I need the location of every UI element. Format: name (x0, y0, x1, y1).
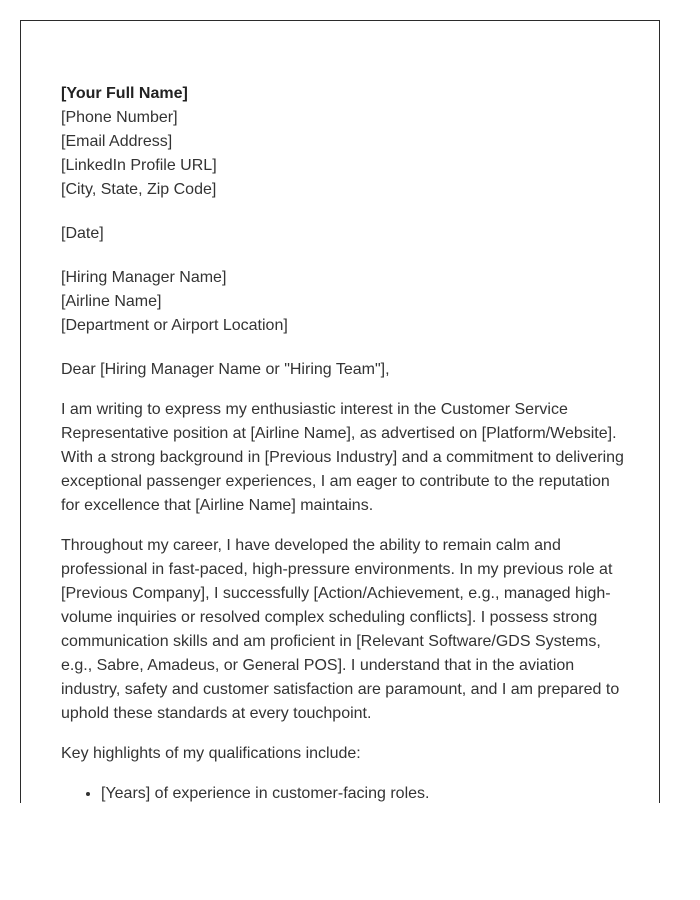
sender-location: [City, State, Zip Code] (61, 181, 217, 198)
recipient-block (61, 266, 626, 338)
sender-contact-block (61, 82, 626, 202)
salutation: Dear [Hiring Manager Name or "Hiring Team"], (61, 361, 390, 378)
recipient-department: [Department or Airport Location] (61, 317, 288, 334)
body-paragraph: I am writing to express my enthusiastic interest in the Customer Service Representative position at [Airline Name], as advertised on [Platform/Website]. With a strong background in [Previous Industry] and a commitment to delivering exceptional passenger experiences, I am eager to contribute to the reputation for excellence that [Airline Name] maintains. (61, 401, 624, 514)
letter-page (20, 20, 660, 803)
recipient-airline: [Airline Name] (61, 293, 162, 310)
body-paragraph: Throughout my career, I have developed the ability to remain calm and professional in fast-paced, high-pressure environments. In my previous role at [Previous Company], I successfully [Action/Achievement, e.g., managed high-volume inquiries or resolved complex scheduling conflicts]. I possess strong communication skills and am proficient in [Relevant Software/GDS Systems, e.g., Sabre, Amadeus, or General POS]. I understand that in the aviation industry, safety and customer satisfaction are paramount, and I am prepared to uphold these standards at every touchpoint. (61, 537, 620, 722)
letter-content (61, 82, 626, 803)
sender-name: [Your Full Name] (61, 85, 188, 102)
recipient-manager: [Hiring Manager Name] (61, 269, 227, 286)
sender-linkedin: [LinkedIn Profile URL] (61, 157, 217, 174)
sender-phone: [Phone Number] (61, 109, 178, 126)
sender-email: [Email Address] (61, 133, 173, 150)
highlights-intro: Key highlights of my qualifications include: (61, 745, 361, 762)
highlights-list (61, 782, 626, 803)
date-block (61, 222, 626, 246)
list-item: • [Years] of experience in customer-facing roles. (101, 782, 626, 803)
letter-date: [Date] (61, 225, 104, 242)
